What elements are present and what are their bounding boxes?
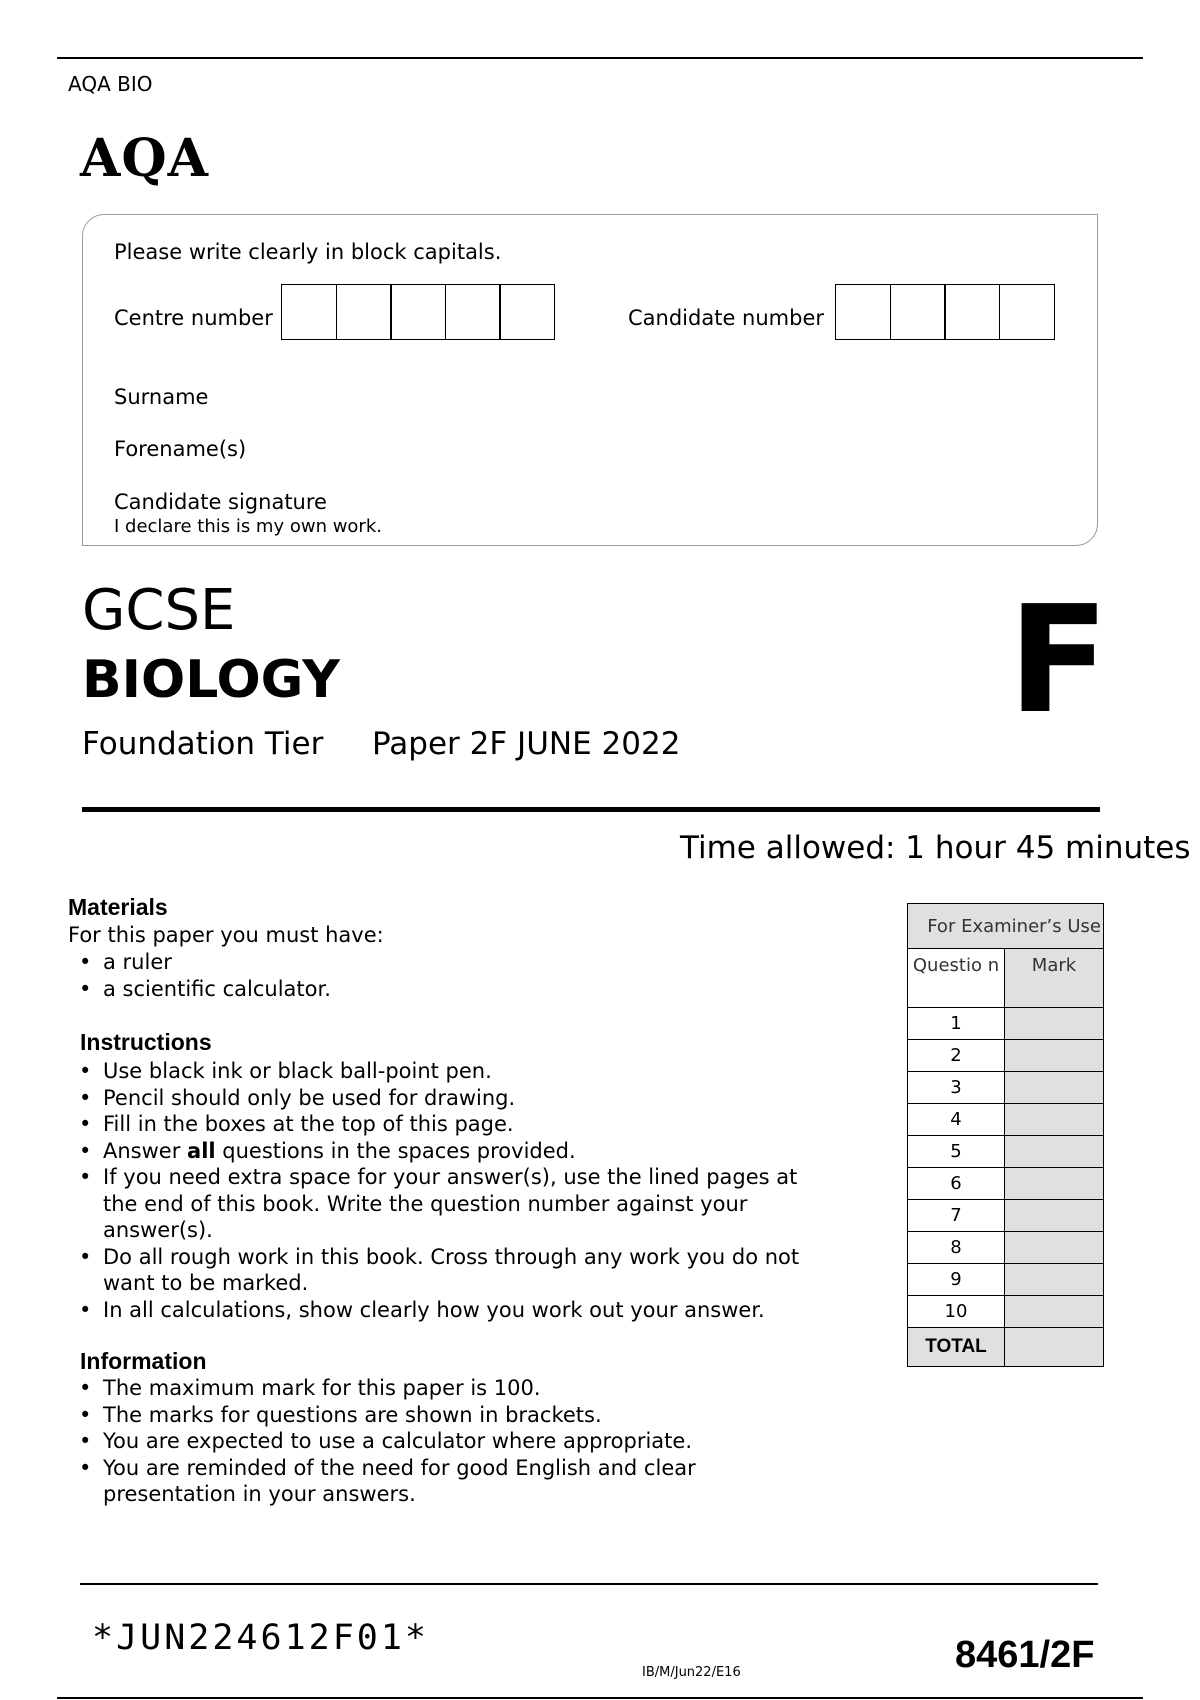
tier-label: Foundation Tier [82,726,324,762]
forenames-label: Forename(s) [114,437,247,461]
mark-cell[interactable] [1005,1040,1104,1072]
title-rule [82,807,1100,812]
qualification-title: GCSE [82,578,236,643]
centre-number-cell[interactable] [390,284,446,340]
barcode-text: *JUN224612F01* [92,1618,430,1658]
question-number: 9 [908,1264,1005,1296]
mark-cell[interactable] [1005,1296,1104,1328]
table-row [908,1264,1104,1296]
table-row [908,1200,1104,1232]
footer-rule [80,1583,1098,1585]
candidate-number-cell[interactable] [835,284,891,340]
subject-title: BIOLOGY [82,650,340,710]
candidate-number-label: Candidate number [628,306,824,330]
list-item: • You are expected to use a calculator where appropriate. [68,1428,768,1455]
materials-intro: For this paper you must have: [68,923,384,947]
list-item: • In all calculations, show clearly how you work out your answer. [68,1297,858,1324]
table-row [908,1008,1104,1040]
question-number: 3 [908,1072,1005,1104]
header-label: AQA BIO [68,72,153,96]
question-column-header: Questio n [908,949,1005,1008]
question-number: 6 [908,1168,1005,1200]
mark-cell[interactable] [1005,1168,1104,1200]
centre-number-cell[interactable] [445,284,501,340]
table-row [908,1296,1104,1328]
question-number: 2 [908,1040,1005,1072]
list-item: • Use black ink or black ball-point pen. [68,1058,858,1085]
question-number: 7 [908,1200,1005,1232]
list-item: • If you need extra space for your answer(s), use the lined pages at the end of this book. Write the question number against your answer(s). [68,1164,823,1244]
list-item: • a ruler [68,949,828,976]
table-row [908,1104,1104,1136]
table-row [908,1232,1104,1264]
candidate-number-cell[interactable] [890,284,946,340]
mark-cell[interactable] [1005,1104,1104,1136]
instructions-heading: Instructions [80,1029,212,1055]
centre-number-label: Centre number [114,306,273,330]
information-heading: Information [80,1348,207,1374]
question-number: 8 [908,1232,1005,1264]
signature-label: Candidate signature [114,490,327,514]
list-item: • Pencil should only be used for drawing. [68,1085,858,1112]
tier-letter: F [1008,574,1110,746]
list-item: • The maximum mark for this paper is 100. [68,1375,768,1402]
bottom-rule [57,1697,1143,1699]
footer-reference: IB/M/Jun22/E16 [642,1665,741,1680]
centre-number-field[interactable] [281,284,554,340]
examiner-table-title: For Examiner’s Use [908,904,1104,949]
total-label: TOTAL [908,1328,1005,1367]
question-number: 1 [908,1008,1005,1040]
list-item: • The marks for questions are shown in brackets. [68,1402,768,1429]
instructions-list [68,1058,858,1323]
question-number: 10 [908,1296,1005,1328]
surname-label: Surname [114,385,209,409]
table-row [908,1072,1104,1104]
question-number: 4 [908,1104,1005,1136]
list-item: • Answer all questions in the spaces provided. [68,1138,858,1165]
total-mark-cell[interactable] [1005,1328,1104,1367]
mark-cell[interactable] [1005,1136,1104,1168]
candidate-number-cell[interactable] [999,284,1055,340]
mark-cell[interactable] [1005,1264,1104,1296]
question-number: 5 [908,1136,1005,1168]
aqa-logo: AQA [80,128,209,189]
table-row [908,1168,1104,1200]
list-item: • a scientific calculator. [68,976,828,1003]
mark-cell[interactable] [1005,1232,1104,1264]
table-row [908,1136,1104,1168]
mark-cell[interactable] [1005,1200,1104,1232]
block-capitals-instruction: Please write clearly in block capitals. [114,240,502,264]
declaration-text: I declare this is my own work. [114,516,382,537]
list-item: • You are reminded of the need for good English and clear presentation in your answers. [68,1455,768,1508]
top-rule [57,57,1143,59]
candidate-number-cell[interactable] [944,284,1000,340]
paper-code: 8461/2F [955,1634,1095,1676]
centre-number-cell[interactable] [499,284,555,340]
mark-cell[interactable] [1005,1072,1104,1104]
information-list [68,1375,768,1508]
candidate-number-field[interactable] [835,284,1053,340]
materials-heading: Materials [68,894,168,920]
time-allowed: Time allowed: 1 hour 45 minutes [680,830,1191,866]
table-row [908,1040,1104,1072]
centre-number-cell[interactable] [336,284,392,340]
total-row [908,1328,1104,1367]
examiner-use-table [907,903,1104,1367]
list-item: • Fill in the boxes at the top of this page. [68,1111,858,1138]
list-item: • Do all rough work in this book. Cross through any work you do not want to be marked. [68,1244,823,1297]
mark-cell[interactable] [1005,1008,1104,1040]
centre-number-cell[interactable] [281,284,337,340]
materials-list [68,949,828,1002]
paper-label: Paper 2F JUNE 2022 [372,726,681,762]
mark-column-header: Mark [1005,949,1104,1008]
